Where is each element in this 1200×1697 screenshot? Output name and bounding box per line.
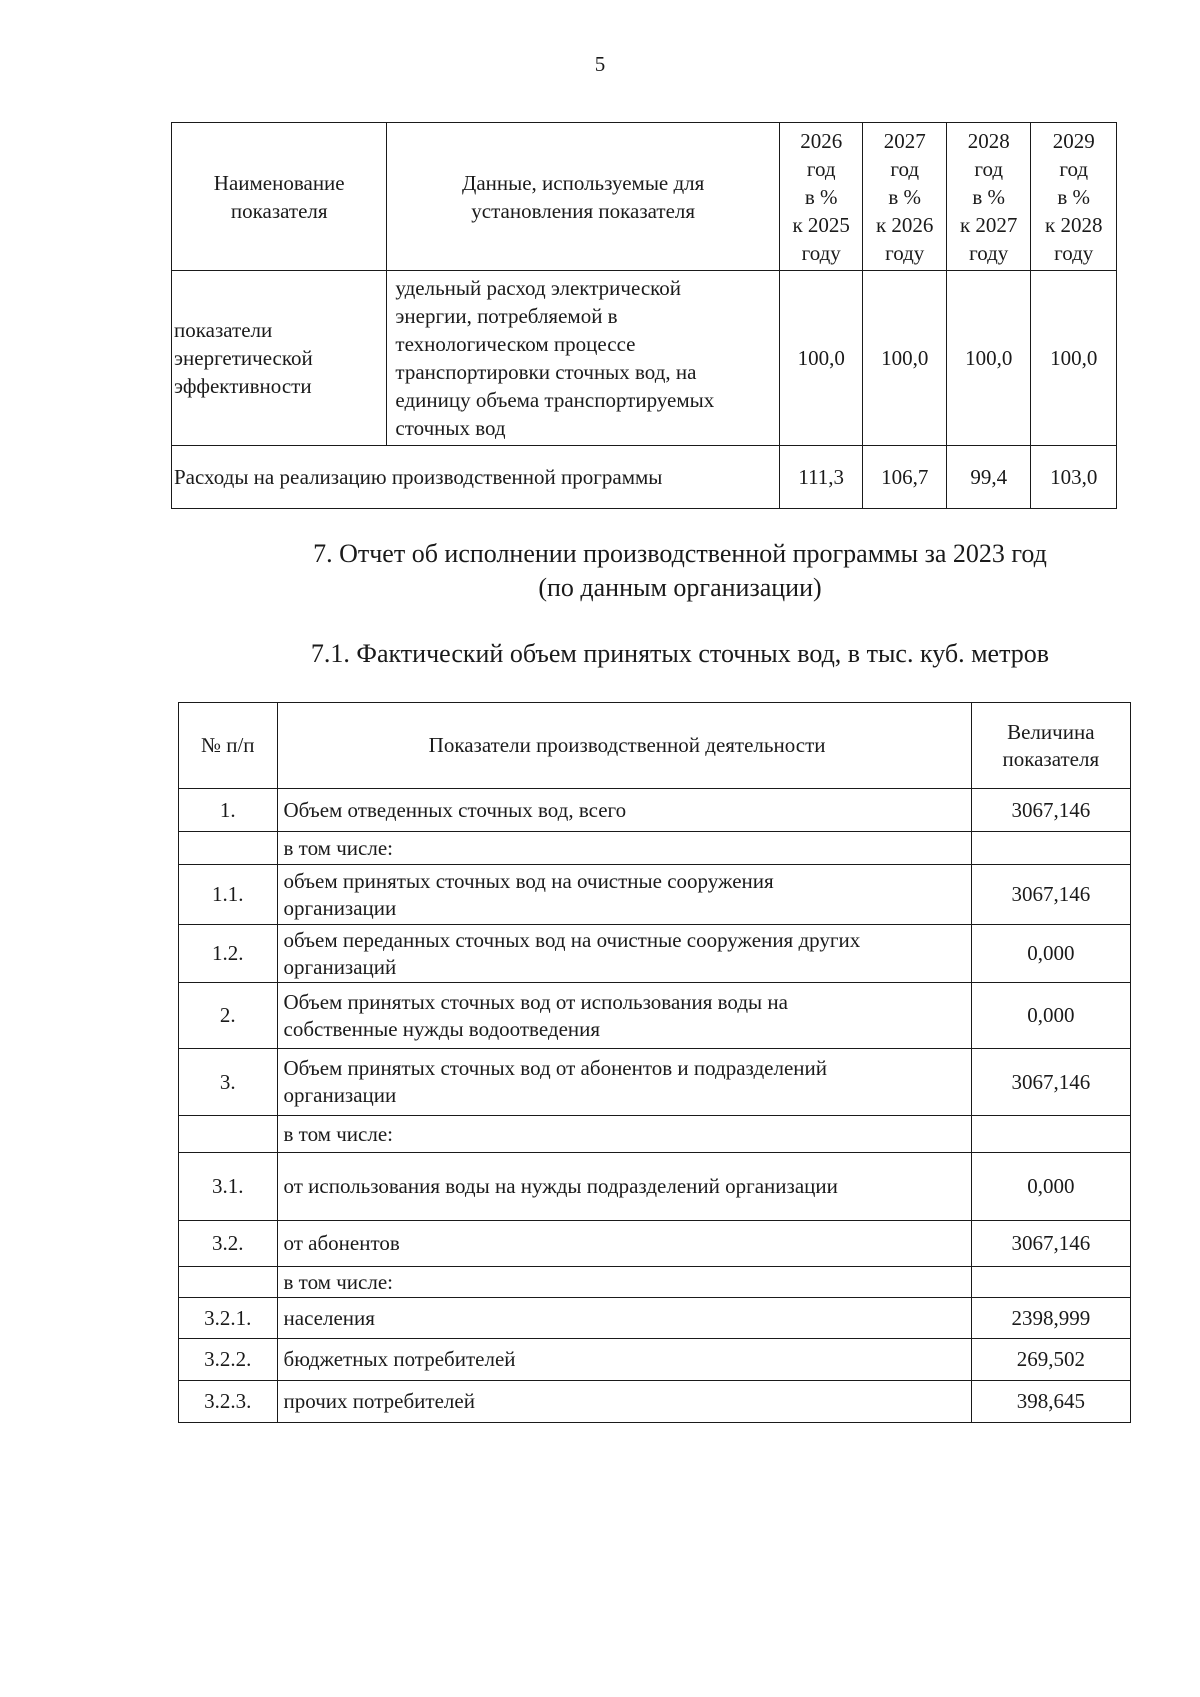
- row-num: [179, 1116, 278, 1153]
- row-text: в том числе:: [277, 1267, 971, 1298]
- table-row: [179, 983, 1131, 1049]
- header-data-used: Данные, используемые для установления показателя: [387, 123, 780, 271]
- row-num: 3.2.: [179, 1221, 278, 1267]
- row-num: 3.: [179, 1049, 278, 1116]
- row-num: 3.2.3.: [179, 1381, 278, 1423]
- table-wastewater-volume: [178, 702, 1131, 1423]
- row-text: в том числе:: [277, 832, 971, 865]
- row-description: удельный расход электрической энергии, потребляемой в технологическом процессе транспортировки сточных вод, на единицу объема транспортируемых сточных вод: [387, 271, 780, 446]
- row-indicator-name: показатели энергетической эффективности: [172, 271, 387, 446]
- row-num: 3.2.1.: [179, 1298, 278, 1339]
- table-row: [179, 925, 1131, 983]
- row-value: 2398,999: [971, 1298, 1130, 1339]
- row-num: 3.1.: [179, 1153, 278, 1221]
- row-num: 3.2.2.: [179, 1339, 278, 1381]
- section-7-title: 7. Отчет об исполнении производственной программы за 2023 год (по данным организации): [313, 539, 1047, 602]
- section-7-1-title: 7.1. Фактический объем принятых сточных вод, в тыс. куб. метров: [310, 639, 1050, 668]
- row-value: 0,000: [971, 983, 1130, 1049]
- row-value: [971, 832, 1130, 865]
- row-value: [971, 1267, 1130, 1298]
- row-text: объем принятых сточных вод на очистные сооружения организации: [277, 865, 971, 925]
- table-row: [172, 271, 1117, 446]
- table-row: [179, 1339, 1131, 1381]
- row-num: 1.1.: [179, 865, 278, 925]
- table-row: [179, 789, 1131, 832]
- row-text: от использования воды на нужды подразделений организации: [277, 1153, 971, 1221]
- value-2027: 106,7: [863, 446, 947, 509]
- row-num: 1.: [179, 789, 278, 832]
- row-text: от абонентов: [277, 1221, 971, 1267]
- table-row: [179, 832, 1131, 865]
- value-2028: 99,4: [946, 446, 1031, 509]
- value-2026: 100,0: [779, 271, 863, 446]
- row-value: 0,000: [971, 925, 1130, 983]
- table-row: [179, 1116, 1131, 1153]
- header-indicator-name: Наименование показателя: [172, 123, 387, 271]
- table-row: [179, 1049, 1131, 1116]
- table-row: [179, 1153, 1131, 1221]
- row-text: прочих потребителей: [277, 1381, 971, 1423]
- value-2027: 100,0: [863, 271, 947, 446]
- table-row: [172, 446, 1117, 509]
- row-num: [179, 832, 278, 865]
- row-num: 1.2.: [179, 925, 278, 983]
- table-row: [179, 1221, 1131, 1267]
- value-2028: 100,0: [946, 271, 1031, 446]
- row-expenses-label: Расходы на реализацию производственной программы: [172, 446, 780, 509]
- row-num: 2.: [179, 983, 278, 1049]
- row-num: [179, 1267, 278, 1298]
- row-text: Объем принятых сточных вод от использования воды на собственные нужды водоотведения: [277, 983, 971, 1049]
- row-value: [971, 1116, 1130, 1153]
- table-header-row: [179, 703, 1131, 789]
- row-text: объем переданных сточных вод на очистные сооружения других организаций: [277, 925, 971, 983]
- row-value: 3067,146: [971, 865, 1130, 925]
- row-value: 3067,146: [971, 789, 1130, 832]
- row-value: 398,645: [971, 1381, 1130, 1423]
- table-efficiency-indicators: [171, 122, 1117, 509]
- header-year-2029: 2029 год в % к 2028 году: [1031, 123, 1117, 271]
- row-value: 3067,146: [971, 1221, 1130, 1267]
- value-2029: 100,0: [1031, 271, 1117, 446]
- row-text: в том числе:: [277, 1116, 971, 1153]
- value-2026: 111,3: [779, 446, 863, 509]
- table-row: [179, 1381, 1131, 1423]
- row-text: Объем отведенных сточных вод, всего: [277, 789, 971, 832]
- header-num: № п/п: [179, 703, 278, 789]
- row-text: Объем принятых сточных вод от абонентов и подразделений организации: [277, 1049, 971, 1116]
- row-value: 269,502: [971, 1339, 1130, 1381]
- header-value: Величина показателя: [971, 703, 1130, 789]
- table-row: [179, 1298, 1131, 1339]
- value-2029: 103,0: [1031, 446, 1117, 509]
- row-text: бюджетных потребителей: [277, 1339, 971, 1381]
- header-year-2028: 2028 год в % к 2027 году: [946, 123, 1031, 271]
- header-year-2026: 2026 год в % к 2025 году: [779, 123, 863, 271]
- table-row: [179, 865, 1131, 925]
- page-number: 5: [594, 52, 606, 76]
- header-year-2027: 2027 год в % к 2026 году: [863, 123, 947, 271]
- table-row: [179, 1267, 1131, 1298]
- row-value: 3067,146: [971, 1049, 1130, 1116]
- header-indicator: Показатели производственной деятельности: [277, 703, 971, 789]
- row-text: населения: [277, 1298, 971, 1339]
- table-header-row: [172, 123, 1117, 271]
- row-value: 0,000: [971, 1153, 1130, 1221]
